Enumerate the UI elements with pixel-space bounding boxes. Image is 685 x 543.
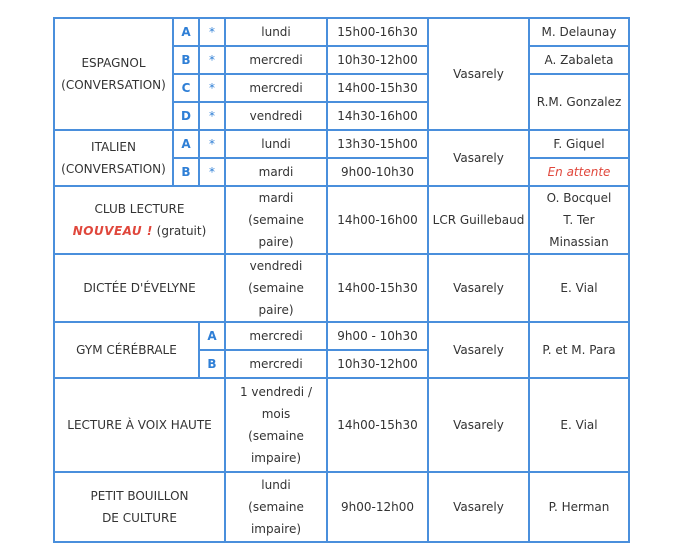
time-cell: 9h00-12h00	[327, 472, 428, 542]
time-cell: 9h00 - 10h30	[327, 322, 428, 350]
group-letter: C	[173, 74, 199, 102]
teacher-cell: A. Zabaleta	[529, 46, 629, 74]
day-cell: 1 vendredi / mois (semaine impaire)	[225, 378, 327, 472]
table-row	[54, 378, 629, 472]
day-cell: mercredi	[225, 74, 327, 102]
venue-cell: Vasarely	[428, 18, 529, 130]
group-letter: A	[173, 18, 199, 46]
group-letter: B	[173, 46, 199, 74]
day-cell: mardi	[225, 158, 327, 186]
venue-cell: Vasarely	[428, 130, 529, 186]
day-cell: vendredi (semaine paire)	[225, 254, 327, 322]
teacher-cell: E. Vial	[529, 254, 629, 322]
star-icon: *	[199, 46, 225, 74]
venue-cell: Vasarely	[428, 254, 529, 322]
day-cell: lundi	[225, 18, 327, 46]
day-cell: vendredi	[225, 102, 327, 130]
star-icon: *	[199, 102, 225, 130]
activity-name: LECTURE À VOIX HAUTE	[54, 378, 225, 472]
venue-cell: Vasarely	[428, 322, 529, 378]
table-row	[54, 130, 629, 158]
teacher-cell: P. et M. Para	[529, 322, 629, 378]
table-row	[54, 254, 629, 322]
day-cell: mercredi	[225, 46, 327, 74]
activity-name: DICTÉE D'ÉVELYNE	[54, 254, 225, 322]
table-row	[54, 322, 629, 350]
time-cell: 14h00-16h00	[327, 186, 428, 254]
teacher-cell: R.M. Gonzalez	[529, 74, 629, 130]
activity-name: ITALIEN (CONVERSATION)	[54, 130, 173, 186]
venue-cell: Vasarely	[428, 378, 529, 472]
table-row	[54, 186, 629, 254]
teacher-pending: En attente	[529, 158, 629, 186]
day-cell: lundi (semaine impaire)	[225, 472, 327, 542]
teacher-cell: P. Herman	[529, 472, 629, 542]
table-row	[54, 18, 629, 46]
activity-name: ESPAGNOL (CONVERSATION)	[54, 18, 173, 130]
day-cell: lundi	[225, 130, 327, 158]
time-cell: 9h00-10h30	[327, 158, 428, 186]
time-cell: 15h00-16h30	[327, 18, 428, 46]
activity-name: GYM CÉRÉBRALE	[54, 322, 199, 378]
activity-name: CLUB LECTURE NOUVEAU ! (gratuit)	[54, 186, 225, 254]
teacher-cell: M. Delaunay	[529, 18, 629, 46]
time-cell: 14h00-15h30	[327, 378, 428, 472]
star-icon: *	[199, 18, 225, 46]
star-icon: *	[199, 74, 225, 102]
new-badge: NOUVEAU !	[72, 224, 153, 238]
activity-schedule-table	[53, 17, 630, 543]
day-cell: mercredi	[225, 350, 327, 378]
star-icon: *	[199, 130, 225, 158]
venue-cell: Vasarely	[428, 472, 529, 542]
teacher-cell: E. Vial	[529, 378, 629, 472]
group-letter: A	[199, 322, 225, 350]
star-icon: *	[199, 158, 225, 186]
time-cell: 14h00-15h30	[327, 254, 428, 322]
day-cell: mardi (semaine paire)	[225, 186, 327, 254]
group-letter: B	[173, 158, 199, 186]
group-letter: B	[199, 350, 225, 378]
time-cell: 10h30-12h00	[327, 46, 428, 74]
time-cell: 13h30-15h00	[327, 130, 428, 158]
activity-name: PETIT BOUILLON DE CULTURE	[54, 472, 225, 542]
day-cell: mercredi	[225, 322, 327, 350]
time-cell: 10h30-12h00	[327, 350, 428, 378]
time-cell: 14h00-15h30	[327, 74, 428, 102]
venue-cell: LCR Guillebaud	[428, 186, 529, 254]
group-letter: D	[173, 102, 199, 130]
table-row	[54, 472, 629, 542]
teacher-cell: O. Bocquel T. Ter Minassian	[529, 186, 629, 254]
time-cell: 14h30-16h00	[327, 102, 428, 130]
teacher-cell: F. Giquel	[529, 130, 629, 158]
group-letter: A	[173, 130, 199, 158]
